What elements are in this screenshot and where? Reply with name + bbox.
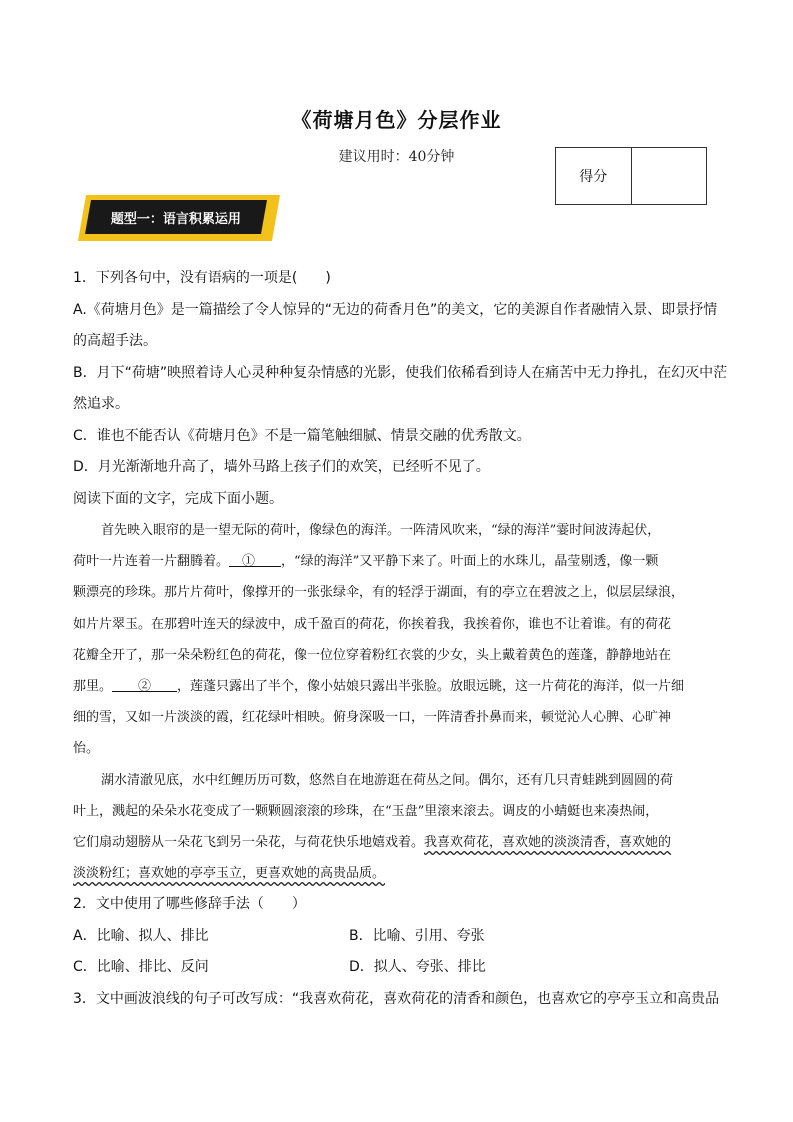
passage-line: 怡。 — [73, 741, 100, 757]
passage-line — [73, 546, 723, 577]
q1-option-a-line2: 的高超手法。 — [73, 333, 157, 349]
passage-line — [73, 827, 723, 858]
passage-line: 细的雪，又如一片淡淡的霞，红花绿叶相映。俯身深吸一口，一阵清香扑鼻而来，顿觉沁人心脾、心旷神 — [73, 710, 672, 726]
q3-stem: 3．文中画波浪线的句子可改写成：“我喜欢荷花，喜欢荷花的清香和颜色，也喜欢它的亭亭玉立和高贵品 — [73, 990, 720, 1007]
page-title: 《荷塘月色》分层作业 — [291, 108, 502, 132]
q1-stem: 1．下列各句中，没有语病的一项是( ) — [73, 270, 331, 286]
passage-line — [73, 671, 723, 702]
passage-line: 花瓣全开了，那一朵朵粉红色的荷花，像一位位穿着粉红衣裳的少女，头上戴着黄色的莲蓬，静静地站在 — [73, 647, 672, 663]
reading-intro: 阅读下面的文字，完成下面小题。 — [73, 490, 283, 507]
passage-line: 颗漂亮的珍珠。那片片荷叶，像撑开的一张张绿伞，有的轻浮于湖面，有的亭立在碧波之上，似层层绿浪， — [73, 585, 685, 601]
score-value — [632, 148, 707, 204]
blank-2: ② — [112, 679, 178, 695]
passage-text: 那里。 — [73, 679, 113, 695]
wavy-sentence: 我喜欢荷花，喜欢她的淡淡清香，喜欢她的 — [424, 835, 672, 851]
q1-option-b-line2: 然追求。 — [73, 396, 129, 412]
wavy-sentence: 淡淡粉红；喜欢她的亭亭玉立，更喜欢她的高贵品质。 — [73, 866, 386, 882]
q1-option-c: C．谁也不能否认《荷塘月色》不是一篇笔触细腻、情景交融的优秀散文。 — [73, 427, 531, 444]
q2-option-c: C．比喻、排比、反问 — [73, 959, 209, 976]
passage-line — [73, 858, 723, 889]
q2-stem: 2．文中使用了哪些修辞手法（ ） — [73, 896, 306, 913]
section-label: 题型一：语言积累运用 — [110, 211, 241, 227]
suggested-time: 建议用时：40分钟 — [338, 149, 455, 165]
score-label: 得分 — [556, 148, 632, 204]
passage-text: 荷叶一片连着一片翻腾着。 — [73, 554, 230, 570]
section-banner — [78, 195, 278, 241]
q2-options-row-2 — [73, 952, 723, 984]
reading-passage — [73, 515, 723, 889]
blank-1: ① — [229, 554, 282, 570]
score-table — [555, 147, 707, 205]
passage-line: 首先映入眼帘的是一望无际的荷叶，像绿色的海洋。一阵清风吹来，“绿的海洋”霎时间波涛起伏， — [101, 523, 661, 538]
passage-line: 湖水清澈见底，水中红鲤历历可数，悠然自在地游逛在荷丛之间。偶尔，还有几只青蛙跳到圆圆的荷 — [101, 772, 674, 788]
q1-option-a-line1: A.《荷塘月色》是一篇描绘了令人惊异的“无边的荷香月色”的美文，它的美源自作者融情入景、即景抒情 — [73, 301, 718, 318]
q2-option-a: A．比喻、拟人、排比 — [73, 927, 209, 944]
q2-options-row-1 — [73, 921, 723, 953]
banner-box — [85, 200, 267, 234]
passage-line: 如片片翠玉。在那碧叶连天的绿波中，成千盈百的荷花，你挨着我，我挨着你，谁也不让着谁。有的荷花 — [73, 616, 672, 632]
passage-text: ，莲蓬只露出了半个，像小姑娘只露出半张脸。放眼远眺，这一片荷花的海洋，似一片细 — [177, 679, 685, 695]
q2-option-b: B．比喻、引用、夸张 — [349, 927, 485, 944]
q1-option-b-line1: B．月下“荷塘”映照着诗人心灵种种复杂情感的光影，使我们依稀看到诗人在痛苦中无力挣扎，在幻灭中茫 — [73, 364, 728, 381]
q1-option-d: D．月光渐渐地升高了，墙外马路上孩子们的欢笑，已经听不见了。 — [73, 459, 490, 475]
question-content — [73, 263, 728, 1015]
passage-text: ，“绿的海洋”又平静下来了。叶面上的水珠儿，晶莹剔透，像一颗 — [281, 554, 659, 570]
passage-text: 它们扇动翅膀从一朵花飞到另一朵花，与荷花快乐地嬉戏着。 — [73, 835, 425, 851]
q2-option-d: D．拟人、夸张、排比 — [349, 959, 486, 976]
passage-line: 叶上，溅起的朵朵水花变成了一颗颗圆滚滚的珍珠，在“玉盘”里滚来滚去。调皮的小蜻蜓也来凑热闹， — [73, 803, 659, 819]
